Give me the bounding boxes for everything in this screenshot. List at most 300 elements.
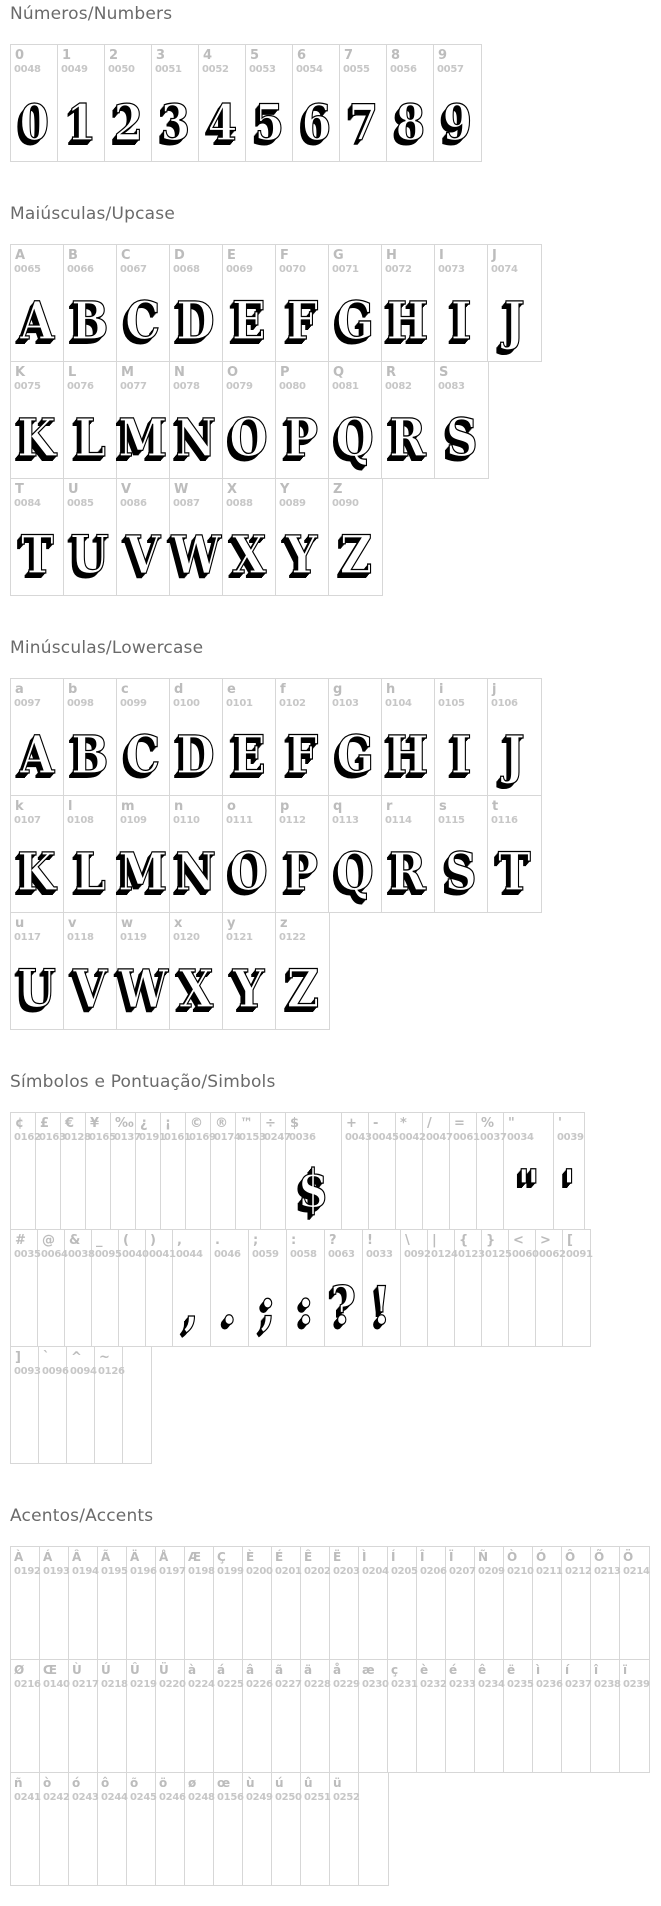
character-label: H bbox=[386, 248, 397, 263]
glyph-preview: E bbox=[232, 291, 266, 352]
character-label: * bbox=[400, 1116, 407, 1131]
glyph-cell bbox=[417, 1547, 446, 1659]
glyph-area bbox=[450, 1144, 476, 1229]
glyph-row bbox=[10, 1346, 152, 1464]
glyph-area bbox=[214, 1804, 242, 1885]
glyph-area bbox=[11, 1261, 37, 1346]
glyph-preview: G bbox=[336, 725, 374, 786]
character-code: 0232 bbox=[420, 1679, 447, 1690]
glyph-cell bbox=[11, 362, 64, 478]
character-code: 0191 bbox=[139, 1132, 166, 1143]
glyph-cell bbox=[261, 1113, 291, 1229]
glyph-cell bbox=[330, 1773, 359, 1885]
glyph-area bbox=[504, 1691, 532, 1772]
glyph-preview: L bbox=[74, 408, 106, 469]
glyph-cell bbox=[40, 1547, 69, 1659]
glyph-area bbox=[620, 1691, 649, 1772]
glyph-area bbox=[536, 1261, 562, 1346]
character-code: 0112 bbox=[279, 815, 306, 826]
character-label: , bbox=[177, 1233, 182, 1248]
glyph-cell bbox=[117, 679, 170, 795]
glyph-cell bbox=[562, 1547, 591, 1659]
glyph-cell bbox=[11, 796, 64, 912]
glyph-area bbox=[38, 1261, 64, 1346]
glyph-area bbox=[98, 1578, 126, 1659]
character-label: _ bbox=[96, 1233, 103, 1248]
character-code: 0062 bbox=[539, 1249, 566, 1260]
character-label: P bbox=[280, 365, 290, 380]
character-code: 0080 bbox=[279, 381, 306, 392]
glyph-preview: , bbox=[183, 1276, 200, 1337]
glyph-cell bbox=[435, 796, 488, 912]
character-label: Û bbox=[130, 1663, 140, 1677]
upcase-rows bbox=[10, 244, 661, 596]
character-code: 0033 bbox=[366, 1249, 393, 1260]
glyph-cell bbox=[423, 1113, 453, 1229]
character-label: 8 bbox=[391, 48, 401, 63]
character-label: & bbox=[69, 1233, 81, 1248]
glyph-area bbox=[243, 1691, 271, 1772]
character-code: 0123 bbox=[458, 1249, 485, 1260]
character-code: 0057 bbox=[437, 64, 464, 75]
glyph-area bbox=[482, 1261, 508, 1346]
character-code: 0090 bbox=[332, 498, 359, 509]
character-label: ¿ bbox=[140, 1116, 148, 1131]
character-label: G bbox=[333, 248, 344, 263]
character-code: 0229 bbox=[333, 1679, 360, 1690]
glyph-preview: " bbox=[516, 1159, 541, 1220]
character-code: 0107 bbox=[14, 815, 41, 826]
character-code: 0055 bbox=[343, 64, 370, 75]
glyph-preview: X bbox=[178, 959, 214, 1020]
character-code: 0091 bbox=[566, 1249, 593, 1260]
glyph-preview: C bbox=[125, 725, 161, 786]
character-label: Ö bbox=[623, 1550, 634, 1564]
glyph-area bbox=[382, 276, 434, 361]
glyph-area bbox=[223, 827, 275, 912]
character-label: 1 bbox=[62, 48, 72, 63]
character-label: ¥ bbox=[90, 1116, 100, 1131]
character-code: 0038 bbox=[68, 1249, 95, 1260]
character-code: 0245 bbox=[130, 1792, 157, 1803]
character-label: ô bbox=[101, 1776, 110, 1790]
character-code: 0047 bbox=[426, 1132, 453, 1143]
glyph-preview: G bbox=[336, 291, 374, 352]
character-code: 0203 bbox=[333, 1566, 360, 1577]
glyph-area bbox=[170, 710, 222, 795]
character-label: > bbox=[540, 1233, 551, 1248]
character-code: 0206 bbox=[420, 1566, 447, 1577]
character-code: 0200 bbox=[246, 1566, 273, 1577]
glyph-area bbox=[40, 1691, 68, 1772]
character-label: Á bbox=[43, 1550, 53, 1564]
character-code: 0101 bbox=[226, 698, 253, 709]
character-code: 0059 bbox=[252, 1249, 279, 1260]
glyph-area bbox=[272, 1578, 300, 1659]
glyph-preview: W bbox=[171, 525, 221, 586]
glyph-area bbox=[69, 1578, 97, 1659]
character-code: 0226 bbox=[246, 1679, 273, 1690]
glyph-cell bbox=[475, 1547, 504, 1659]
glyph-cell bbox=[246, 45, 293, 161]
glyph-cell bbox=[329, 479, 382, 595]
character-label: O bbox=[227, 365, 239, 380]
glyph-area bbox=[11, 1804, 39, 1885]
glyph-cell bbox=[98, 1660, 127, 1772]
character-code: 0236 bbox=[536, 1679, 563, 1690]
glyph-area bbox=[64, 510, 116, 595]
glyph-area bbox=[119, 1261, 145, 1346]
character-code: 0087 bbox=[173, 498, 200, 509]
glyph-cell bbox=[276, 245, 329, 361]
glyph-preview: V bbox=[125, 525, 161, 586]
character-code: 0163 bbox=[39, 1132, 66, 1143]
character-label: 7 bbox=[344, 48, 354, 63]
glyph-area bbox=[223, 944, 275, 1029]
character-label: â bbox=[246, 1663, 255, 1677]
glyph-cell bbox=[435, 362, 488, 478]
glyph-cell bbox=[223, 362, 276, 478]
glyph-preview: 2 bbox=[113, 93, 143, 152]
glyph-preview: N bbox=[175, 842, 217, 903]
glyph-cell bbox=[64, 679, 117, 795]
character-label: å bbox=[333, 1663, 342, 1677]
glyph-area bbox=[146, 1261, 172, 1346]
glyph-area bbox=[435, 276, 487, 361]
glyph-cell bbox=[11, 479, 64, 595]
glyph-cell bbox=[536, 1230, 566, 1346]
character-label: Ñ bbox=[478, 1550, 489, 1564]
character-code: 0094 bbox=[70, 1366, 97, 1377]
glyph-preview: ! bbox=[371, 1276, 392, 1337]
glyph-cell bbox=[61, 1113, 91, 1229]
glyph-area bbox=[170, 510, 222, 595]
character-code: 0036 bbox=[289, 1132, 316, 1143]
character-label: 9 bbox=[438, 48, 448, 63]
glyph-area bbox=[363, 1261, 400, 1346]
glyph-preview: A bbox=[19, 291, 55, 352]
glyph-area bbox=[36, 1144, 60, 1229]
section-lowercase bbox=[10, 638, 661, 1030]
character-label: Ä bbox=[130, 1550, 140, 1564]
glyph-preview: B bbox=[71, 291, 109, 352]
glyph-cell bbox=[330, 1547, 359, 1659]
character-code: 0195 bbox=[101, 1566, 128, 1577]
glyph-cell bbox=[293, 45, 340, 161]
character-label: | bbox=[432, 1233, 437, 1248]
glyph-area bbox=[359, 1691, 387, 1772]
glyph-cell bbox=[214, 1547, 243, 1659]
glyph-area bbox=[211, 1144, 235, 1229]
character-label: [ bbox=[567, 1233, 573, 1248]
glyph-area bbox=[554, 1144, 584, 1229]
character-label: U bbox=[68, 482, 79, 497]
glyph-preview: M bbox=[118, 408, 168, 469]
glyph-cell bbox=[186, 1113, 216, 1229]
glyph-preview: ? bbox=[330, 1276, 357, 1337]
glyph-area bbox=[152, 76, 198, 161]
character-label: C bbox=[121, 248, 131, 263]
glyph-cell bbox=[185, 1773, 214, 1885]
glyph-area bbox=[401, 1261, 427, 1346]
character-code: 0052 bbox=[202, 64, 229, 75]
glyph-area bbox=[388, 1691, 416, 1772]
glyph-area bbox=[562, 1691, 590, 1772]
glyph-preview: I bbox=[450, 725, 472, 786]
glyph-preview: E bbox=[232, 725, 266, 786]
glyph-area bbox=[64, 393, 116, 478]
character-label: Ô bbox=[565, 1550, 576, 1564]
character-code: 0042 bbox=[399, 1132, 426, 1143]
glyph-area bbox=[95, 1378, 122, 1463]
glyph-area bbox=[64, 710, 116, 795]
glyph-area bbox=[301, 1691, 329, 1772]
character-label: q bbox=[333, 799, 343, 814]
glyph-preview: L bbox=[74, 842, 106, 903]
section-title-symbols: Símbolos e Pontuação/Simbols bbox=[10, 1072, 276, 1092]
glyph-cell bbox=[329, 245, 382, 361]
glyph-cell bbox=[329, 362, 382, 478]
glyph-cell bbox=[272, 1773, 301, 1885]
glyph-cell bbox=[455, 1230, 485, 1346]
glyph-preview: D bbox=[176, 725, 216, 786]
character-label: R bbox=[386, 365, 397, 380]
glyph-cell bbox=[301, 1547, 330, 1659]
character-code: 0045 bbox=[372, 1132, 399, 1143]
glyph-cell bbox=[276, 796, 329, 912]
character-code: 0217 bbox=[72, 1679, 99, 1690]
character-label: . bbox=[215, 1233, 220, 1248]
glyph-cell bbox=[369, 1113, 399, 1229]
glyph-preview: K bbox=[17, 842, 57, 903]
glyph-cell bbox=[98, 1547, 127, 1659]
glyph-area bbox=[504, 1144, 553, 1229]
glyph-area bbox=[11, 1691, 39, 1772]
character-label: o bbox=[227, 799, 236, 814]
character-label: Æ bbox=[188, 1550, 202, 1564]
glyph-row bbox=[10, 912, 330, 1030]
glyph-area bbox=[488, 276, 541, 361]
glyph-area bbox=[329, 393, 381, 478]
character-label: ) bbox=[150, 1233, 156, 1248]
character-label: V bbox=[121, 482, 132, 497]
glyph-preview: 5 bbox=[254, 93, 284, 152]
glyph-cell bbox=[387, 45, 434, 161]
character-label: 3 bbox=[156, 48, 166, 63]
glyph-row bbox=[10, 795, 542, 913]
glyph-cell bbox=[11, 1773, 40, 1885]
glyph-area bbox=[591, 1578, 619, 1659]
glyph-area bbox=[173, 1261, 210, 1346]
character-code: 0089 bbox=[279, 498, 306, 509]
glyph-cell bbox=[401, 1230, 431, 1346]
character-label: û bbox=[304, 1776, 313, 1790]
character-code: 0230 bbox=[362, 1679, 389, 1690]
character-code: 0193 bbox=[43, 1566, 70, 1577]
character-label: / bbox=[427, 1116, 432, 1131]
character-code: 0113 bbox=[332, 815, 359, 826]
glyph-area bbox=[111, 1144, 135, 1229]
glyph-cell bbox=[488, 796, 541, 912]
glyph-cell bbox=[119, 1230, 149, 1346]
character-code: 0204 bbox=[362, 1566, 389, 1577]
character-code: 0244 bbox=[101, 1792, 128, 1803]
glyph-row bbox=[10, 1229, 591, 1347]
character-label: Ê bbox=[304, 1550, 313, 1564]
character-code: 0194 bbox=[72, 1566, 99, 1577]
character-label: T bbox=[15, 482, 24, 497]
character-label: á bbox=[217, 1663, 226, 1677]
character-label: Õ bbox=[594, 1550, 605, 1564]
character-label: j bbox=[492, 682, 497, 697]
glyph-cell bbox=[286, 1113, 342, 1229]
character-code: 0214 bbox=[623, 1566, 650, 1577]
glyph-cell bbox=[64, 362, 117, 478]
glyph-cell bbox=[223, 479, 276, 595]
character-code: 0053 bbox=[249, 64, 276, 75]
glyph-cell bbox=[185, 1547, 214, 1659]
glyph-area bbox=[117, 393, 169, 478]
glyph-cell bbox=[223, 245, 276, 361]
glyph-preview: O bbox=[229, 842, 269, 903]
glyph-cell bbox=[340, 45, 387, 161]
character-code: 0227 bbox=[275, 1679, 302, 1690]
character-code: 0118 bbox=[67, 932, 94, 943]
character-label: ä bbox=[304, 1663, 313, 1677]
glyph-area bbox=[243, 1804, 271, 1885]
character-code: 0119 bbox=[120, 932, 147, 943]
character-label: 0 bbox=[15, 48, 25, 63]
glyph-preview: Z bbox=[339, 525, 372, 586]
glyph-preview: Y bbox=[286, 525, 318, 586]
glyph-cell bbox=[11, 913, 64, 1029]
glyph-cell bbox=[428, 1230, 458, 1346]
section-symbols bbox=[10, 1072, 661, 1464]
character-label: Q bbox=[333, 365, 345, 380]
glyph-cell bbox=[67, 1347, 95, 1463]
glyph-preview: T bbox=[498, 842, 531, 903]
glyph-cell bbox=[170, 913, 223, 1029]
character-label: æ bbox=[362, 1663, 375, 1677]
glyph-area bbox=[475, 1691, 503, 1772]
character-code: 0246 bbox=[159, 1792, 186, 1803]
character-code: 0102 bbox=[279, 698, 306, 709]
character-code: 0231 bbox=[391, 1679, 418, 1690]
character-label: g bbox=[333, 682, 343, 697]
section-numbers bbox=[10, 4, 661, 162]
character-code: 0211 bbox=[536, 1566, 563, 1577]
character-code: 0072 bbox=[385, 264, 412, 275]
glyph-area bbox=[11, 393, 63, 478]
character-label: @ bbox=[42, 1233, 55, 1248]
glyph-cell bbox=[117, 245, 170, 361]
glyph-area bbox=[11, 1144, 35, 1229]
character-code: 0205 bbox=[391, 1566, 418, 1577]
glyph-area bbox=[105, 76, 151, 161]
glyph-area bbox=[236, 1144, 260, 1229]
character-label: ‰ bbox=[115, 1116, 134, 1131]
character-label: é bbox=[449, 1663, 458, 1677]
glyph-cell bbox=[591, 1547, 620, 1659]
glyph-area bbox=[591, 1691, 619, 1772]
glyph-cell bbox=[272, 1660, 301, 1772]
glyph-cell bbox=[363, 1230, 401, 1346]
character-label: Î bbox=[420, 1550, 425, 1564]
character-code: 0082 bbox=[385, 381, 412, 392]
character-label: n bbox=[174, 799, 184, 814]
character-code: 0238 bbox=[594, 1679, 621, 1690]
glyph-cell bbox=[276, 679, 329, 795]
glyph-preview: $ bbox=[298, 1159, 329, 1220]
glyph-area bbox=[435, 710, 487, 795]
character-code: 0124 bbox=[431, 1249, 458, 1260]
glyph-cell bbox=[382, 796, 435, 912]
glyph-cell bbox=[482, 1230, 512, 1346]
character-code: 0056 bbox=[390, 64, 417, 75]
character-label: : bbox=[291, 1233, 297, 1248]
character-label: Ú bbox=[101, 1663, 111, 1677]
character-label: p bbox=[280, 799, 290, 814]
glyph-cell bbox=[504, 1113, 554, 1229]
glyph-area bbox=[276, 827, 328, 912]
glyph-cell bbox=[11, 1113, 41, 1229]
glyph-cell bbox=[301, 1660, 330, 1772]
glyph-area bbox=[123, 1351, 151, 1463]
glyph-area bbox=[199, 76, 245, 161]
character-code: 0210 bbox=[507, 1566, 534, 1577]
glyph-area bbox=[301, 1804, 329, 1885]
character-label: È bbox=[246, 1550, 255, 1564]
glyph-cell bbox=[11, 1230, 41, 1346]
glyph-cell bbox=[554, 1113, 584, 1229]
character-code: 0109 bbox=[120, 815, 147, 826]
character-label: 6 bbox=[297, 48, 307, 63]
character-code: 0069 bbox=[226, 264, 253, 275]
glyph-area bbox=[98, 1691, 126, 1772]
character-code: 0241 bbox=[14, 1792, 41, 1803]
character-label: ¡ bbox=[165, 1116, 171, 1131]
glyph-area bbox=[533, 1691, 561, 1772]
glyph-area bbox=[359, 1578, 387, 1659]
glyph-area bbox=[156, 1804, 184, 1885]
character-code: 0075 bbox=[14, 381, 41, 392]
character-label: Ã bbox=[101, 1550, 111, 1564]
glyph-row bbox=[10, 1546, 650, 1660]
character-code: 0202 bbox=[304, 1566, 331, 1577]
glyph-area bbox=[435, 393, 488, 478]
character-label: K bbox=[15, 365, 26, 380]
character-code: 0201 bbox=[275, 1566, 302, 1577]
character-code: 0044 bbox=[176, 1249, 203, 1260]
character-label: ë bbox=[507, 1663, 516, 1677]
lowercase-rows bbox=[10, 678, 661, 1030]
glyph-cell bbox=[95, 1347, 123, 1463]
glyph-preview: D bbox=[176, 291, 216, 352]
character-label: F bbox=[280, 248, 289, 263]
glyph-cell bbox=[435, 679, 488, 795]
glyph-cell bbox=[58, 45, 105, 161]
glyph-area bbox=[39, 1378, 66, 1463]
character-label: ñ bbox=[14, 1776, 23, 1790]
glyph-cell bbox=[40, 1660, 69, 1772]
glyph-preview: S bbox=[445, 408, 478, 469]
glyph-cell bbox=[69, 1547, 98, 1659]
glyph-cell bbox=[156, 1660, 185, 1772]
glyph-cell bbox=[488, 679, 541, 795]
character-label: Z bbox=[333, 482, 343, 497]
character-label: Í bbox=[391, 1550, 396, 1564]
glyph-preview: ; bbox=[259, 1276, 276, 1337]
